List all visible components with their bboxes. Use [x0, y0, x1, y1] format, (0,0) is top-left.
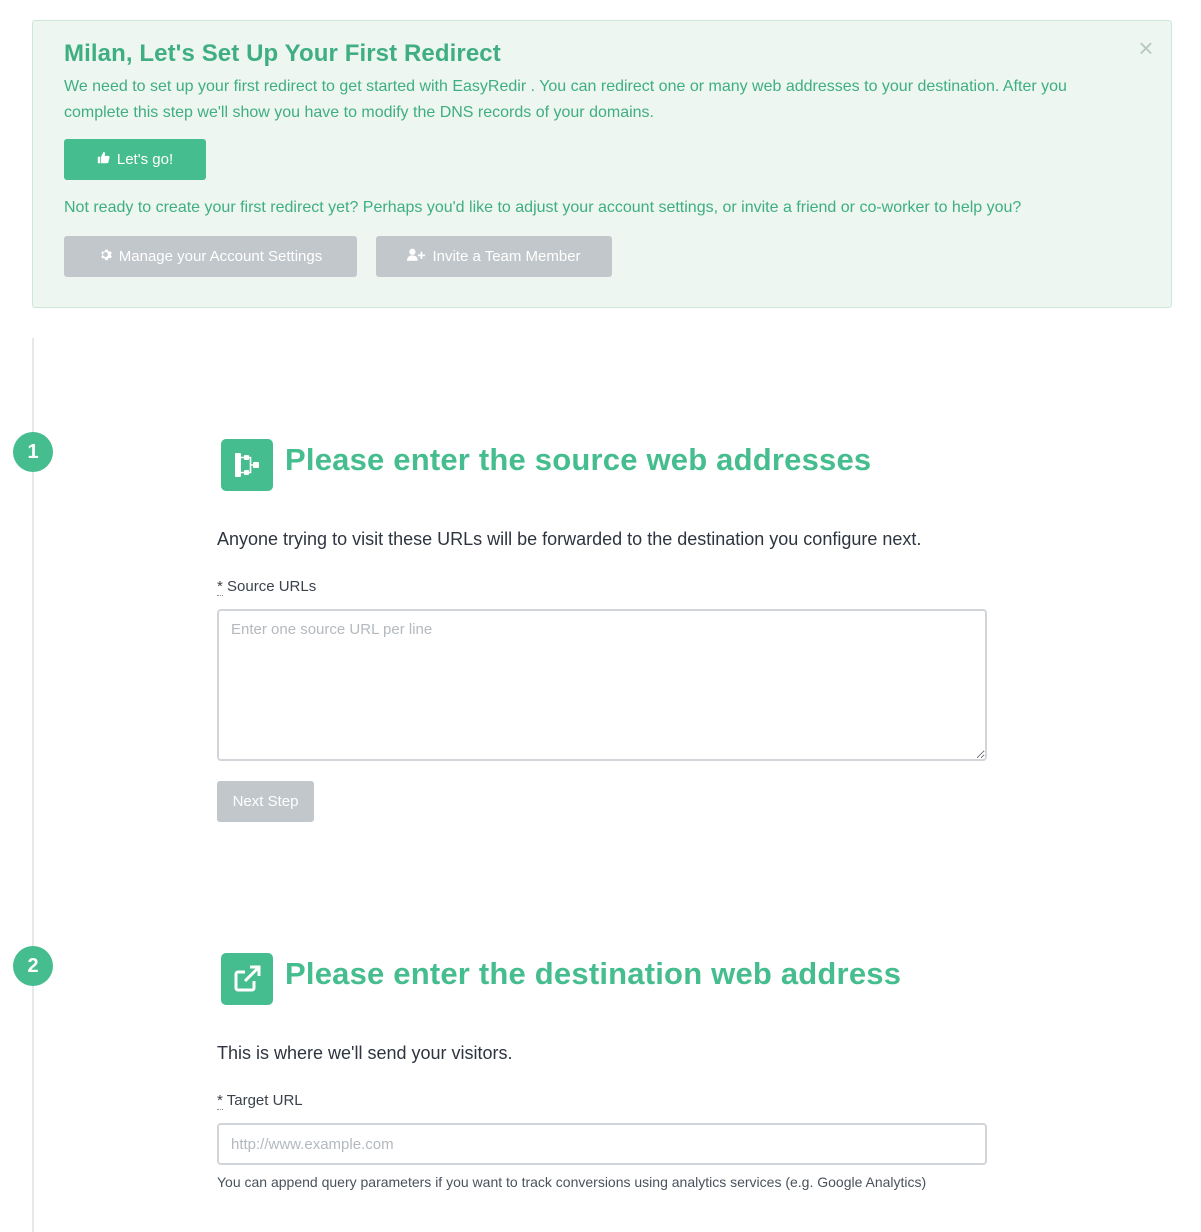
- source-urls-label-text: Source URLs: [227, 578, 317, 595]
- step-1-title: Please enter the source web addresses: [285, 442, 872, 477]
- target-url-input[interactable]: [217, 1123, 987, 1165]
- invite-team-member-button[interactable]: [376, 236, 612, 277]
- banner-secondary-text: Not ready to create your first redirect yet? Perhaps you'd like to adjust your account settings, or invite a friend or co-worker to help you?: [64, 199, 1022, 216]
- target-url-help-text: You can append query parameters if you want to track conversions using analytics services (e.g. Google Analytics): [217, 1174, 927, 1190]
- manage-account-settings-label: Manage your Account Settings: [118, 248, 323, 265]
- banner-title: Milan, Let's Set Up Your First Redirect: [64, 40, 501, 67]
- step-1-description: Anyone trying to visit these URLs will be forwarded to the destination you configure next.: [217, 529, 922, 549]
- required-mark: *: [217, 578, 223, 595]
- manage-account-settings-button[interactable]: [64, 236, 357, 277]
- step-2-number: 2: [13, 946, 53, 986]
- step-2-title: Please enter the destination web address: [285, 956, 902, 991]
- steps-timeline-line: [32, 338, 34, 1232]
- step-2-description: This is where we'll send your visitors.: [217, 1043, 513, 1063]
- target-url-label: [217, 1092, 303, 1109]
- lets-go-button[interactable]: [64, 139, 206, 180]
- gear-icon: [99, 248, 112, 265]
- welcome-banner: [32, 20, 1172, 308]
- required-mark: *: [217, 1092, 223, 1109]
- thumbs-up-icon: [97, 151, 110, 168]
- source-urls-label: [217, 578, 316, 595]
- lets-go-label: Let's go!: [116, 151, 174, 168]
- source-urls-textarea[interactable]: [217, 609, 987, 761]
- invite-team-member-label: Invite a Team Member: [432, 248, 581, 265]
- step-1-number: 1: [13, 432, 53, 472]
- sitemap-icon: [221, 439, 273, 491]
- target-url-label-text: Target URL: [226, 1092, 303, 1109]
- banner-intro-text: We need to set up your first redirect to get started with EasyRedir . You can redirect one or many web addresses to your destination. After you complete this step we'll show you have to modify the DNS records of your domains.: [64, 78, 1067, 121]
- user-plus-icon: [407, 248, 425, 265]
- next-step-button[interactable]: Next Step: [217, 781, 314, 822]
- external-link-icon: [221, 953, 273, 1005]
- close-icon[interactable]: ×: [1138, 33, 1154, 63]
